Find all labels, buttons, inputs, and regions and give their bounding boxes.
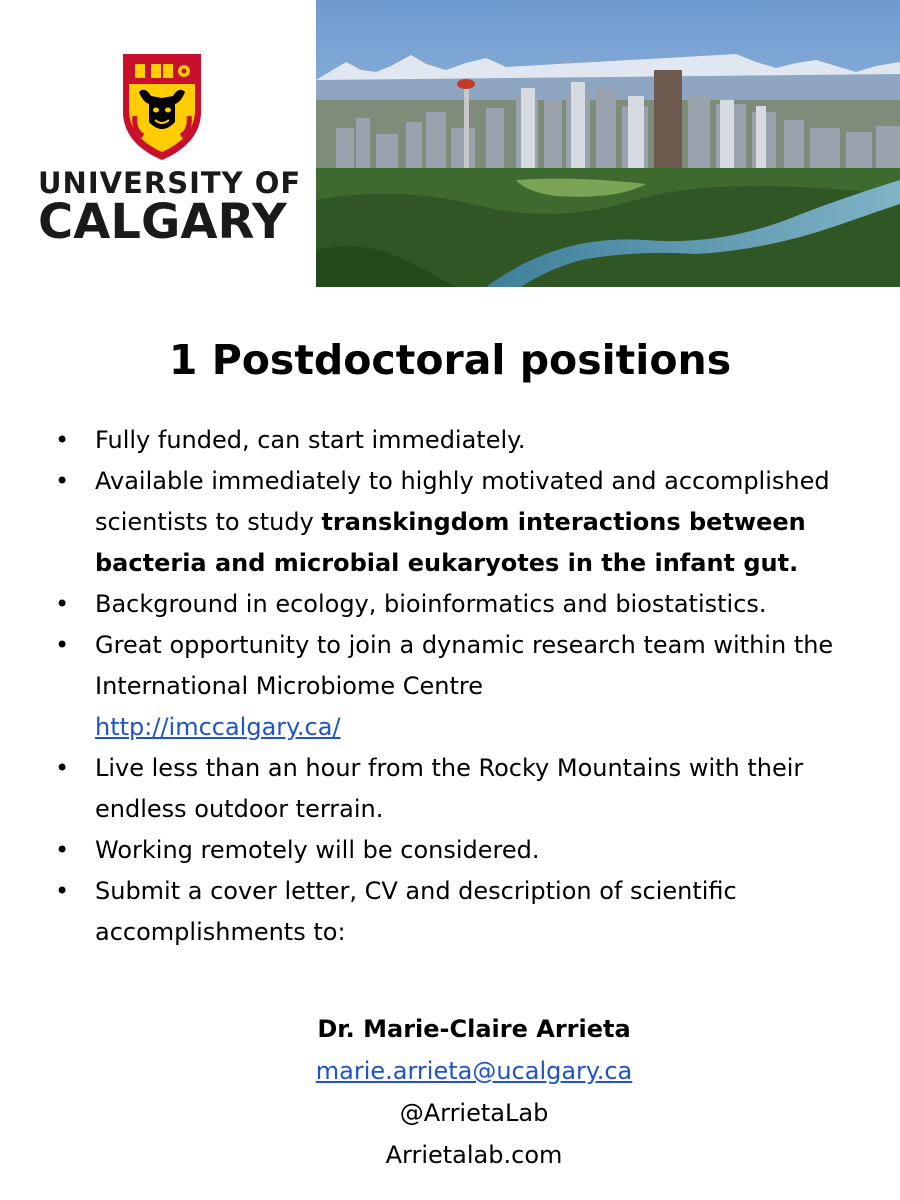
list-item [55, 871, 890, 953]
bullet-icon: • [55, 467, 70, 495]
contact-block [0, 1008, 900, 1176]
list-item [55, 830, 890, 871]
calgary-skyline-photo [316, 0, 900, 287]
list-item [55, 748, 890, 830]
university-logo [0, 0, 315, 290]
bullet-icon: • [55, 590, 70, 618]
contact-name: Dr. Marie-Claire Arrieta [317, 1015, 631, 1043]
contact-website: Arrietalab.com [385, 1141, 563, 1169]
bullet-icon: • [55, 426, 70, 454]
list-item [55, 584, 890, 625]
bullet-icon: • [55, 836, 70, 864]
list-item [55, 461, 890, 584]
list-item [55, 420, 890, 461]
page-title: 1 Postdoctoral positions [168, 336, 732, 384]
list-item-text: Fully funded, can start immediately. [95, 426, 526, 454]
bullet-icon: • [55, 631, 70, 659]
contact-email-link[interactable]: marie.arrieta@ucalgary.ca [315, 1057, 633, 1085]
list-item-text: Great opportunity to join a dynamic research team within the International Microbiome Centre [95, 631, 834, 700]
bullet-icon: • [55, 877, 70, 905]
research-focus-text: transkingdom interactions between bacteria and microbial eukaryotes in the infant gut. [95, 508, 806, 577]
bullet-icon: • [55, 754, 70, 782]
list-item-text: Available immediately to highly motivated and accomplished scientists to study [95, 467, 830, 536]
list-item-text: Live less than an hour from the Rocky Mountains with their endless outdoor terrain. [95, 754, 804, 823]
logo-line-university-of: UNIVERSITY OF [38, 166, 302, 200]
imc-website-link[interactable]: http://imccalgary.ca/ [95, 713, 341, 741]
list-item-text: Submit a cover letter, CV and description of scientific accomplishments to: [95, 877, 737, 946]
list-item [55, 625, 890, 748]
requirements-list [55, 420, 890, 953]
contact-twitter-handle: @ArrietaLab [399, 1099, 549, 1127]
logo-line-calgary: CALGARY [38, 194, 287, 250]
crest-shield-icon [121, 52, 203, 162]
list-item-text: Background in ecology, bioinformatics and biostatistics. [95, 590, 767, 618]
list-item-text: Working remotely will be considered. [95, 836, 540, 864]
